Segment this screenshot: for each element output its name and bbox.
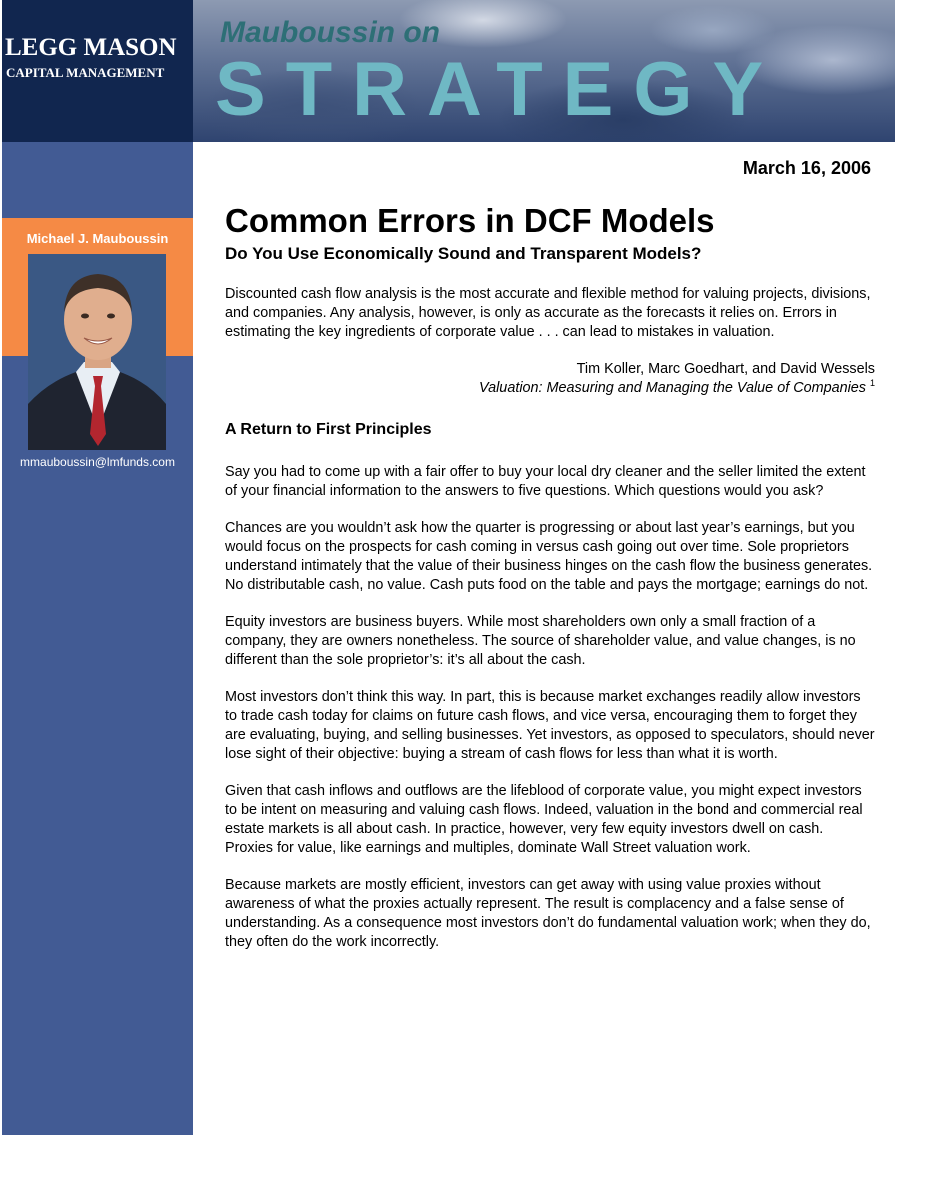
portrait-image (28, 254, 166, 450)
series-subtitle: Mauboussin on (220, 16, 440, 49)
company-logo (2, 0, 193, 142)
paragraph: Chances are you wouldn’t ask how the quarter is progressing or about last year’s earnings, but you would focus on the prospects for cash coming in versus cash going out over time. Sole proprietors understand intimately that the value of their business hinges on the cash flow the business generates. No distributable cash, no value. Cash puts food on the table and pays the mortgage; earnings do not. (225, 520, 873, 593)
epigraph-quote: Discounted cash flow analysis is the most accurate and flexible method for valuing projects, divisions, and companies. Any analysis, however, is only as accurate as the forecasts it relies on. Errors in estimating the key ingredients of corporate value . . . can lead to mistakes in valuation. (225, 286, 871, 340)
author-email[interactable]: mmauboussin@lmfunds.com (20, 455, 175, 469)
footnote-marker[interactable]: 1 (869, 378, 875, 388)
article-body (225, 285, 875, 970)
paragraph: Given that cash inflows and outflows are the lifeblood of corporate value, you might expect investors to be intent on measuring and valuing cash flows. Indeed, valuation in the bond and commercial real estate markets is all about cash. In practice, however, very few equity investors dwell on cash. Proxies for value, like earnings and multiples, dominate Wall Street valuation work. (225, 783, 863, 856)
series-banner (193, 0, 895, 142)
page-subtitle: Do You Use Economically Sound and Transparent Models? (225, 244, 702, 263)
page-title: Common Errors in DCF Models (225, 202, 715, 239)
paragraph: Equity investors are business buyers. While most shareholders own only a small fraction of a company, they are owners nonetheless. The source of shareholder value, and value changes, is no different than the sole proprietor’s: it’s all about the cash. (225, 614, 856, 668)
author-name: Michael J. Mauboussin (26, 231, 169, 246)
logo-name: LEGG MASON (5, 34, 177, 61)
epigraph-authors: Tim Koller, Marc Goedhart, and David Wessels (576, 361, 875, 377)
paragraph: Because markets are mostly efficient, investors can get away with using value proxies without awareness of what the proxies actually represent. The result is complacency and a false sense of understanding. As a consequence most investors don’t do fundamental valuation work; when they do, they often do the work incorrectly. (225, 877, 871, 950)
epigraph-attribution (225, 360, 875, 398)
series-title: STRATEGY (215, 47, 784, 132)
author-photo (28, 254, 166, 450)
section-heading: A Return to First Principles (225, 421, 432, 438)
sidebar (2, 0, 193, 1135)
logo-subtitle: CAPITAL MANAGEMENT (6, 65, 165, 80)
epigraph-book: Valuation: Measuring and Managing the Value of Companies (479, 380, 866, 396)
publication-date: March 16, 2006 (742, 158, 871, 178)
paragraph: Say you had to come up with a fair offer to buy your local dry cleaner and the seller limited the extent of your financial information to the answers to five questions. Which questions would you ask? (225, 464, 866, 499)
paragraph: Most investors don’t think this way. In part, this is because market exchanges readily allow investors to trade cash today for claims on future cash flows, and vice versa, encouraging them to forget they are evaluating, buying, and selling businesses. Yet investors, as opposed to speculators, should never lose sight of their objective: buying a stream of cash flows for less than what it is worth. (225, 689, 875, 762)
